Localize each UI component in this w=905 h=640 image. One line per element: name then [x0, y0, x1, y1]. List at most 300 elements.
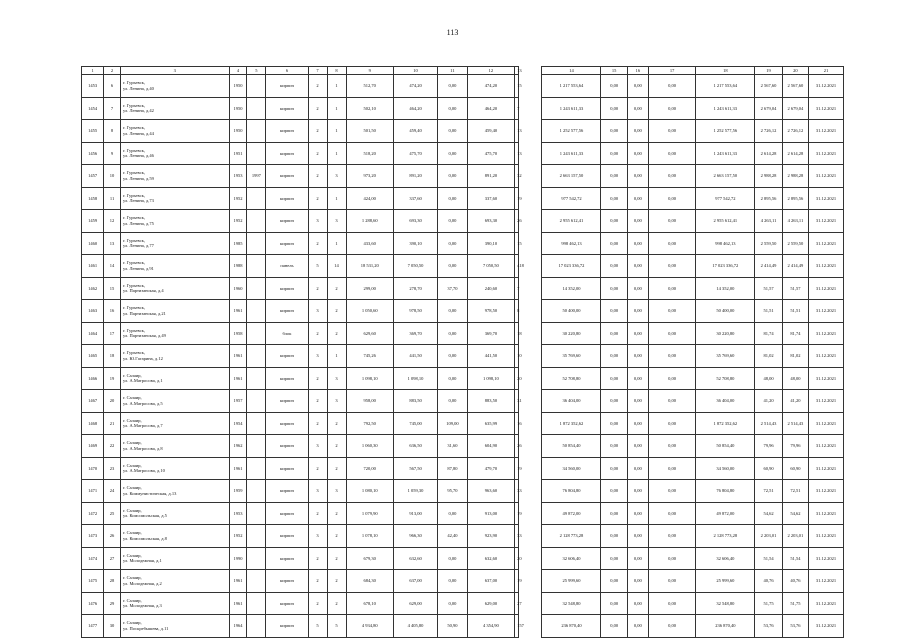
table-cell: [247, 615, 266, 638]
table-cell: 81,02: [782, 345, 808, 368]
table-cell: 53,76: [782, 615, 808, 638]
table-cell: 0,00: [627, 502, 648, 525]
table-cell: 0,00: [438, 165, 468, 188]
item-number: 10: [104, 165, 121, 188]
table-cell: 31.12.2021: [809, 390, 844, 413]
address-cell: [120, 277, 229, 300]
table-cell: 745,26: [346, 345, 393, 368]
table-cell: 0,00: [627, 457, 648, 480]
table-cell: [247, 525, 266, 548]
table-cell: 31.12.2021: [809, 570, 844, 593]
column-header: 6: [266, 67, 308, 75]
table-cell: 0,00: [438, 120, 468, 143]
table-cell: 2: [308, 412, 327, 435]
table-cell: 0,00: [601, 525, 627, 548]
table-cell: 0,00: [627, 322, 648, 345]
table-cell: 1951: [229, 142, 247, 165]
row-number: 1460: [82, 232, 104, 255]
table-cell: 2 663 157,50: [542, 165, 601, 188]
table-cell: 0,00: [601, 345, 627, 368]
address-city: г. Салаир,: [122, 462, 142, 468]
table-cell: 0,00: [438, 232, 468, 255]
table-row: [82, 187, 844, 210]
table-cell: 15: [515, 75, 519, 98]
table-cell: 25 999,60: [696, 570, 755, 593]
table-cell: 0,00: [648, 120, 695, 143]
table-cell: кирпич: [266, 277, 308, 300]
table-cell: 0,00: [648, 187, 695, 210]
address-cell: [120, 480, 229, 503]
item-number: 23: [104, 457, 121, 480]
address-street: ул. Молодежная, д.1: [122, 558, 162, 564]
table-cell: 50 854,40: [542, 435, 601, 458]
table-cell: 632,60: [393, 547, 437, 570]
table-cell: 2: [308, 165, 327, 188]
table-cell: 34 560,00: [542, 457, 601, 480]
table-cell: [247, 435, 266, 458]
table-cell: 32: [515, 165, 519, 188]
table-cell: 20: [515, 547, 519, 570]
column-gap: [519, 435, 542, 458]
address-cell: [120, 232, 229, 255]
table-cell: 0,00: [627, 615, 648, 638]
table-cell: 1960: [229, 277, 247, 300]
address-city: г. Салаир,: [122, 575, 142, 581]
table-cell: 1 079,90: [346, 502, 393, 525]
table-cell: 0,00: [648, 435, 695, 458]
item-number: 8: [104, 120, 121, 143]
item-number: 13: [104, 232, 121, 255]
table-cell: 512,70: [346, 75, 393, 98]
table-cell: 79,96: [782, 435, 808, 458]
table-cell: 637,00: [393, 570, 437, 593]
table-cell: кирпич: [266, 345, 308, 368]
row-number: 1477: [82, 615, 104, 638]
table-cell: 0,00: [438, 390, 468, 413]
table-cell: [247, 570, 266, 593]
table-cell: 1 059,30: [393, 480, 437, 503]
item-number: 7: [104, 97, 121, 120]
column-gap: [519, 187, 542, 210]
table-cell: 13: [515, 142, 519, 165]
table-cell: 1: [327, 97, 346, 120]
item-number: 21: [104, 412, 121, 435]
table-cell: 2: [308, 322, 327, 345]
table-cell: 2 567,60: [755, 75, 782, 98]
table-cell: 0,00: [627, 592, 648, 615]
table-row: [82, 435, 844, 458]
address-street: ул. А.Матросова, д.7: [122, 423, 163, 429]
table-cell: 1: [327, 187, 346, 210]
table-cell: 8: [515, 300, 519, 323]
table-cell: 923,90: [467, 525, 514, 548]
table-cell: 0,00: [438, 75, 468, 98]
table-cell: 567,50: [393, 457, 437, 480]
table-cell: кирпич: [266, 547, 308, 570]
table-cell: 31.12.2021: [809, 412, 844, 435]
column-gap: [519, 457, 542, 480]
table-cell: 76 804,80: [696, 480, 755, 503]
table-cell: 33: [515, 480, 519, 503]
table-cell: 1961: [229, 300, 247, 323]
address-city: г. Салаир,: [122, 485, 142, 491]
table-cell: 0,00: [648, 390, 695, 413]
row-number: 1474: [82, 547, 104, 570]
row-number: 1463: [82, 300, 104, 323]
table-cell: кирпич: [266, 615, 308, 638]
address-street: ул. Комсомольская, д.8: [122, 535, 167, 541]
table-cell: 501,50: [346, 120, 393, 143]
table-cell: 109,00: [438, 412, 468, 435]
table-cell: 72,51: [782, 480, 808, 503]
table-cell: кирпич: [266, 570, 308, 593]
address-city: г. Гурьевск,: [122, 147, 145, 153]
table-cell: 1 098,10: [393, 367, 437, 390]
column-gap: [519, 412, 542, 435]
column-header: 18: [696, 67, 755, 75]
table-cell: 0,00: [627, 187, 648, 210]
table-cell: 31.12.2021: [809, 457, 844, 480]
table-cell: 0,00: [601, 412, 627, 435]
address-cell: [120, 345, 229, 368]
table-cell: 518,20: [346, 142, 393, 165]
table-cell: 2 414,49: [782, 255, 808, 278]
column-header: 1: [82, 67, 104, 75]
table-cell: 7 050,50: [393, 255, 437, 278]
table-cell: 0,00: [601, 97, 627, 120]
address-city: г. Гурьевск,: [122, 102, 145, 108]
table-cell: 42,40: [438, 525, 468, 548]
table-cell: 1985: [229, 232, 247, 255]
table-cell: 51,54: [782, 547, 808, 570]
table-cell: 2: [327, 592, 346, 615]
table-cell: 1 217 553,64: [696, 75, 755, 98]
table-cell: 81,74: [755, 322, 782, 345]
address-cell: [120, 255, 229, 278]
table-row: [82, 390, 844, 413]
address-city: г. Салаир,: [122, 507, 142, 513]
table-cell: 3: [308, 300, 327, 323]
address-street: ул. Комсомольская, д.5: [122, 513, 167, 519]
table-cell: 54,62: [755, 502, 782, 525]
table-cell: 441,50: [467, 345, 514, 368]
table-cell: 604,90: [467, 435, 514, 458]
column-header: 7: [308, 67, 327, 75]
table-cell: кирпич: [266, 75, 308, 98]
table-cell: 2 679,04: [782, 97, 808, 120]
table-cell: 0,00: [601, 390, 627, 413]
column-gap: [519, 232, 542, 255]
table-cell: 1950: [229, 97, 247, 120]
table-cell: 52 708,80: [542, 367, 601, 390]
address-cell: [120, 412, 229, 435]
item-number: 18: [104, 345, 121, 368]
table-cell: 2 128 773,28: [696, 525, 755, 548]
table-row: [82, 570, 844, 593]
table-cell: 0,00: [627, 210, 648, 233]
table-cell: 2 895,56: [755, 187, 782, 210]
table-cell: кирпич: [266, 390, 308, 413]
table-cell: 35 769,60: [542, 345, 601, 368]
item-number: 15: [104, 277, 121, 300]
table-cell: 34 560,00: [696, 457, 755, 480]
table-cell: 18: [515, 322, 519, 345]
table-cell: 50 400,00: [542, 300, 601, 323]
address-city: г. Салаир,: [122, 372, 142, 378]
table-cell: 2: [308, 120, 327, 143]
address-cell: [120, 502, 229, 525]
table-cell: 0,00: [601, 232, 627, 255]
table-cell: 50 854,40: [696, 435, 755, 458]
table-cell: 0,00: [648, 367, 695, 390]
table-cell: 2 955 612,41: [542, 210, 601, 233]
table-cell: 0,00: [627, 435, 648, 458]
address-street: ул. Ленина, д.73: [122, 198, 154, 204]
table-cell: 2: [327, 525, 346, 548]
table-cell: [247, 367, 266, 390]
table-cell: 0,00: [438, 570, 468, 593]
table-cell: 1 252 577,56: [542, 120, 601, 143]
address-street: ул. Ленина, д.42: [122, 108, 154, 114]
table-cell: 2 895,56: [782, 187, 808, 210]
table-cell: 459,40: [393, 120, 437, 143]
table-row: [82, 367, 844, 390]
table-cell: 978,50: [467, 300, 514, 323]
table-cell: 0,00: [601, 435, 627, 458]
table-cell: 51,57: [782, 277, 808, 300]
table-cell: 26: [515, 435, 519, 458]
column-header: 11: [438, 67, 468, 75]
table-cell: 0,00: [627, 142, 648, 165]
table-cell: 19: [515, 502, 519, 525]
table-cell: 1 252 577,56: [696, 120, 755, 143]
address-city: г. Гурьевск,: [122, 125, 145, 131]
table-cell: 1 872 352,62: [696, 412, 755, 435]
table-cell: 31.12.2021: [809, 75, 844, 98]
table-row: [82, 547, 844, 570]
table-cell: 26: [515, 210, 519, 233]
address-street: ул. А.Матросова, д.8: [122, 445, 163, 451]
table-cell: 79,96: [755, 435, 782, 458]
address-cell: [120, 570, 229, 593]
table-cell: 1961: [229, 457, 247, 480]
table-cell: 1 217 553,64: [542, 75, 601, 98]
address-street: ул. Партизанская, д.21: [122, 310, 166, 316]
table-cell: 1953: [229, 165, 247, 188]
table-cell: 2: [308, 502, 327, 525]
address-cell: [120, 210, 229, 233]
address-cell: [120, 300, 229, 323]
table-cell: кирпич: [266, 480, 308, 503]
table-cell: 32 548,80: [542, 592, 601, 615]
item-number: 9: [104, 142, 121, 165]
table-cell: 31.12.2021: [809, 120, 844, 143]
table-cell: 0,00: [648, 210, 695, 233]
table-cell: 693,30: [467, 210, 514, 233]
address-city: г. Гурьевск,: [122, 260, 145, 266]
table-cell: 76 804,80: [542, 480, 601, 503]
table-cell: 7: [515, 97, 519, 120]
table-cell: 0,00: [627, 232, 648, 255]
table-cell: 4 934,80: [346, 615, 393, 638]
table-cell: 2: [327, 502, 346, 525]
table-cell: 1953: [229, 502, 247, 525]
column-header: 10: [393, 67, 437, 75]
table-cell: 1 243 611,33: [696, 97, 755, 120]
table-cell: 53,76: [755, 615, 782, 638]
table-cell: 1: [327, 142, 346, 165]
table-cell: 48,00: [755, 367, 782, 390]
address-street: ул. Коммунистическая, д.13: [122, 490, 177, 496]
table-cell: 0,00: [438, 255, 468, 278]
table-cell: 684,30: [346, 570, 393, 593]
table-cell: кирпич: [266, 165, 308, 188]
address-city: г. Салаир,: [122, 597, 142, 603]
table-cell: 0,00: [601, 255, 627, 278]
item-number: 20: [104, 390, 121, 413]
table-cell: 2 955 612,41: [696, 210, 755, 233]
column-header: 8: [327, 67, 346, 75]
table-row: [82, 277, 844, 300]
table-row: [82, 165, 844, 188]
table-cell: 0,00: [601, 75, 627, 98]
table-cell: кирпич: [266, 502, 308, 525]
table-cell: 2: [308, 547, 327, 570]
table-cell: 31.12.2021: [809, 345, 844, 368]
table-cell: 418: [515, 255, 519, 278]
item-number: 29: [104, 592, 121, 615]
table-cell: [247, 120, 266, 143]
table-cell: 25 999,60: [542, 570, 601, 593]
table-cell: [247, 300, 266, 323]
table-cell: кирпич: [266, 300, 308, 323]
table-cell: 0,00: [601, 367, 627, 390]
table-cell: 2: [308, 97, 327, 120]
table-cell: 48,00: [782, 367, 808, 390]
address-city: г. Гурьевск,: [122, 350, 145, 356]
table-cell: 2: [327, 300, 346, 323]
table-cell: 0,00: [601, 502, 627, 525]
table-cell: [247, 480, 266, 503]
table-cell: 2 128 773,28: [542, 525, 601, 548]
table-cell: 1952: [229, 525, 247, 548]
column-gap: [519, 570, 542, 593]
table-cell: 369,70: [467, 322, 514, 345]
header-row: [82, 67, 844, 75]
table-cell: 3: [327, 367, 346, 390]
table-cell: 31.12.2021: [809, 502, 844, 525]
address-street: ул. А.Матросова, д.5: [122, 400, 163, 406]
table-cell: 0,00: [648, 345, 695, 368]
table-cell: 1997: [247, 165, 266, 188]
table-cell: 0,00: [438, 547, 468, 570]
table-cell: 30 220,80: [696, 322, 755, 345]
table-cell: 3: [308, 210, 327, 233]
table-cell: 0,00: [648, 592, 695, 615]
table-cell: 1: [327, 75, 346, 98]
table-cell: 479,70: [467, 457, 514, 480]
table-cell: 0,00: [601, 547, 627, 570]
table-cell: 4 405,80: [393, 615, 437, 638]
table-cell: 1 060,30: [346, 435, 393, 458]
table-cell: кирпич: [266, 210, 308, 233]
table-cell: 0,00: [601, 570, 627, 593]
table-cell: 337,60: [467, 187, 514, 210]
table-cell: 2 514,43: [782, 412, 808, 435]
table-cell: 977 542,72: [542, 187, 601, 210]
table-cell: 891,20: [393, 165, 437, 188]
table-cell: [247, 142, 266, 165]
table-cell: 0,00: [627, 367, 648, 390]
item-number: 14: [104, 255, 121, 278]
address-street: ул. Ю.Гагарина, д.12: [122, 355, 163, 361]
table-cell: 0,00: [648, 615, 695, 638]
address-street: ул. А.Матросова, д.10: [122, 468, 165, 474]
table-cell: 19: [515, 187, 519, 210]
column-gap: [519, 142, 542, 165]
table-cell: [247, 412, 266, 435]
table-cell: 2: [308, 232, 327, 255]
table-cell: 0,00: [438, 97, 468, 120]
row-number: 1461: [82, 255, 104, 278]
table-row: [82, 502, 844, 525]
table-row: [82, 322, 844, 345]
table-cell: 32 606,40: [542, 547, 601, 570]
table-cell: 0,00: [601, 592, 627, 615]
address-street: ул. Ленина, д.40: [122, 85, 154, 91]
address-city: г. Гурьевск,: [122, 192, 145, 198]
table-cell: кирпич: [266, 525, 308, 548]
table-cell: 0,00: [438, 502, 468, 525]
table-row: [82, 210, 844, 233]
table-cell: 0,00: [627, 412, 648, 435]
table-cell: кирпич: [266, 367, 308, 390]
table-cell: 0,00: [601, 615, 627, 638]
table-cell: 0,00: [627, 390, 648, 413]
column-gap: [519, 592, 542, 615]
table-cell: 2: [308, 570, 327, 593]
table-cell: 1961: [229, 592, 247, 615]
address-street: ул. Ленина, д.46: [122, 153, 154, 159]
table-cell: 0,00: [627, 277, 648, 300]
table-cell: 0,00: [438, 367, 468, 390]
row-number: 1470: [82, 457, 104, 480]
address-cell: [120, 97, 229, 120]
address-cell: [120, 187, 229, 210]
column-gap: [519, 525, 542, 548]
table-cell: 998 462,13: [696, 232, 755, 255]
table-cell: 1988: [229, 255, 247, 278]
table-cell: 0,00: [601, 457, 627, 480]
table-cell: 31.12.2021: [809, 97, 844, 120]
table-cell: 0,00: [648, 300, 695, 323]
table-cell: [247, 390, 266, 413]
table-cell: 31,60: [438, 435, 468, 458]
table-cell: 3: [327, 210, 346, 233]
row-number: 1467: [82, 390, 104, 413]
column-header: 20: [782, 67, 808, 75]
table-cell: 2: [308, 75, 327, 98]
address-city: г. Гурьевск,: [122, 237, 145, 243]
table-cell: 31.12.2021: [809, 142, 844, 165]
column-header: 2: [104, 67, 121, 75]
table-cell: 1: [327, 232, 346, 255]
table-cell: [247, 592, 266, 615]
table-cell: 0,00: [627, 165, 648, 188]
table-cell: 240,60: [467, 277, 514, 300]
table-cell: 0,00: [648, 232, 695, 255]
item-number: 26: [104, 525, 121, 548]
